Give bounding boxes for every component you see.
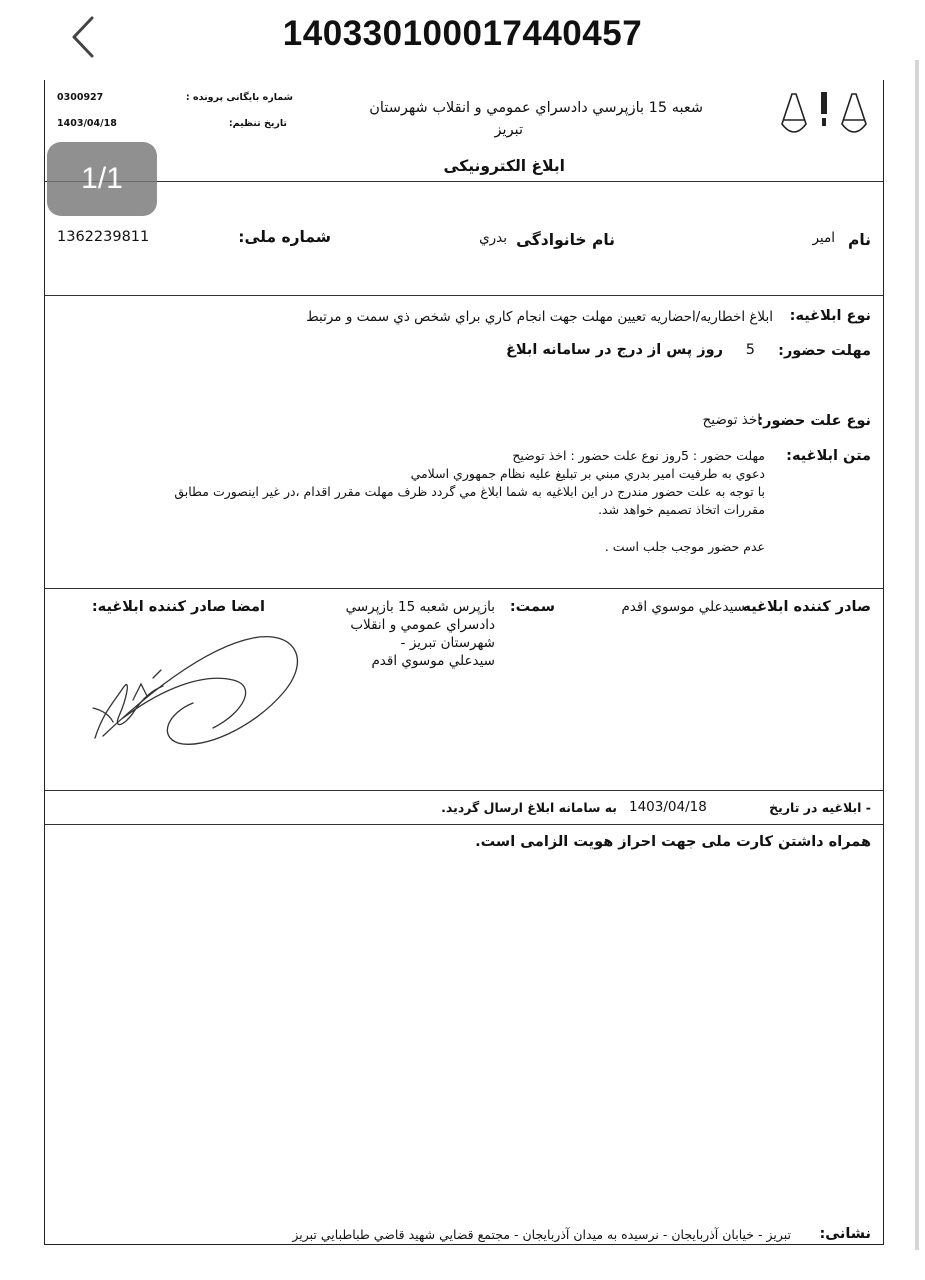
app-bar [0, 0, 925, 78]
notice-body-label: متن ابلاغیه: [786, 448, 871, 464]
divider [45, 824, 883, 825]
divider [45, 181, 883, 182]
address-value: تبريز - خيابان آذربايجان - نرسيده به ميدان آذربايجان - مجتمع قضايي شهيد قاضي طباطبايي تبريز [292, 1227, 791, 1242]
sent-text: به سامانه ابلاغ ارسال گردید. [441, 800, 617, 815]
position-label: سمت: [509, 599, 555, 615]
branch-city: تبريز [494, 122, 523, 138]
document-title: ابلاغ الکترونیکی [443, 157, 565, 175]
deadline-text: روز پس از درج در سامانه ابلاغ [506, 342, 723, 358]
position-line: سيدعلي موسوي اقدم [371, 653, 495, 669]
name-label: نام [847, 231, 871, 249]
document-number: 140330100017440457 [282, 14, 643, 53]
archive-number-label: شماره بایگانی پرونده : [185, 92, 293, 103]
deadline-number: 5 [745, 342, 755, 358]
address-label: نشانی: [819, 1226, 871, 1242]
issuer-value: سيدعلي موسوي اقدم [621, 599, 745, 615]
reason-label: نوع علت حضور: [757, 413, 871, 429]
notice-body-line: مقررات اتخاذ تصميم خواهد شد. [598, 502, 765, 517]
notice-body-line: عدم حضور موجب جلب است . [604, 539, 765, 554]
notice-type-label: نوع ابلاغیه: [789, 308, 871, 324]
position-line: دادسراي عمومي و انقلاب [350, 617, 495, 633]
id-card-note: همراه داشتن کارت ملی جهت احراز هویت الزامی است. [475, 834, 871, 850]
archive-number: 0300927 [57, 92, 104, 103]
divider [45, 790, 883, 791]
page-indicator: 1/1 [47, 142, 157, 216]
issue-date: 1403/04/18 [57, 118, 117, 129]
reason-value: اخذ توضيح [702, 412, 761, 428]
family-name-label: نام خانوادگی [516, 231, 615, 249]
deadline-label: مهلت حضور: [778, 343, 871, 359]
branch-name: شعبه 15 بازپرسي دادسراي عمومي و انقلاب شهرستان [369, 100, 703, 116]
family-name-value: بدري [479, 230, 507, 246]
divider [45, 588, 883, 589]
notice-body-line: با توجه به علت حضور مندرج در اين ابلاغيه به شما ابلاغ مي گردد ظرف مهلت مقرر اقدام ،در غير اينصورت مطابق [174, 484, 765, 499]
notice-body-line: دعوي به طرفيت امير بدري مبني بر تبليغ عليه نظام جمهوري اسلامي [410, 466, 765, 481]
scrollbar[interactable] [915, 60, 919, 1250]
issuer-label: صادر کننده ابلاغیه [742, 599, 871, 615]
signature-label: امضا صادر کننده ابلاغیه: [91, 599, 265, 615]
notice-body-line: مهلت حضور : 5روز نوع علت حضور : اخذ توضيح [512, 448, 765, 463]
sent-date: 1403/04/18 [629, 799, 707, 815]
judiciary-emblem-icon [780, 88, 872, 142]
notice-type-value: ابلاغ اخطاريه/احضاريه تعيين مهلت جهت انجام كاري براي شخص ذي سمت و مرتبط [306, 309, 773, 325]
issue-date-label: تاریخ تنظیم: [228, 118, 287, 129]
national-id-value: 1362239811 [57, 229, 150, 245]
name-value: امير [812, 230, 835, 246]
national-id-label: شماره ملی: [238, 228, 331, 246]
position-line: شهرستان تبريز - [400, 635, 495, 651]
position-line: بازپرس شعبه 15 بازپرسي [345, 599, 495, 615]
notice-document [44, 80, 884, 1245]
handwritten-signature [83, 618, 323, 758]
sent-label: - ابلاغیه در تاریخ [769, 800, 871, 815]
divider [45, 295, 883, 296]
